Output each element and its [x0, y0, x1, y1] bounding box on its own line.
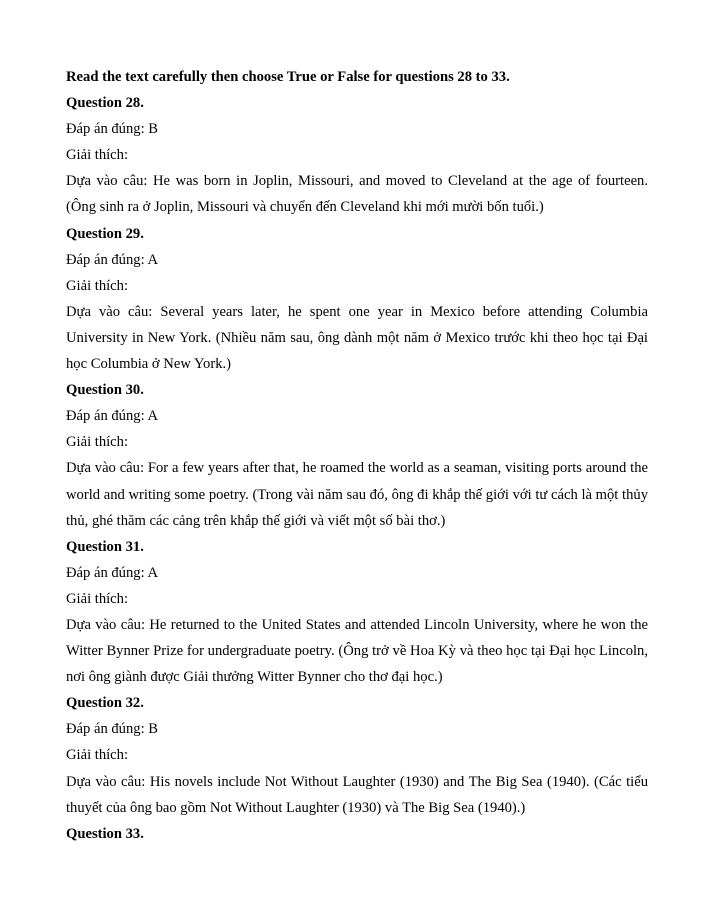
- question-32-title: Question 32.: [66, 695, 144, 712]
- question-29-title: Question 29.: [66, 225, 144, 242]
- question-29-explanation: Dựa vào câu: Several years later, he spent one year in Mexico before attending Columbia University in New York. (Nhiều năm sau, ông dành một năm ở Mexico trước khi theo học tại Đại học Columbia ở New York.): [66, 303, 648, 373]
- question-30-title: Question 30.: [66, 382, 144, 399]
- question-31-explanation: Dựa vào câu: He returned to the United States and attended Lincoln University, where he won the Witter Bynner Prize for undergraduate poetry. (Ông trở về Hoa Kỳ và theo học tại Đại học Lincoln, nơi ông giành được Giải thưởng Witter Bynner cho thơ đại học.): [66, 616, 648, 686]
- question-30-explain-label: Giải thích:: [66, 434, 129, 451]
- question-29-answer: Đáp án đúng: A: [66, 251, 159, 268]
- question-28-explanation: Dựa vào câu: He was born in Joplin, Missouri, and moved to Cleveland at the age of fourteen. (Ông sinh ra ở Joplin, Missouri và chuyển đến Cleveland khi mới mười bốn tuổi.): [66, 173, 648, 216]
- question-32-explanation: Dựa vào câu: His novels include Not Without Laughter (1930) and The Big Sea (1940). (Các tiểu thuyết của ông bao gồm Not Without Laughter (1930) và The Big Sea (1940).): [66, 773, 648, 816]
- question-33-title: Question 33.: [66, 825, 144, 842]
- question-32-answer: Đáp án đúng: B: [66, 721, 159, 738]
- question-31-answer: Đáp án đúng: A: [66, 564, 159, 581]
- question-28-title: Question 28.: [66, 95, 144, 112]
- question-29-explain-label: Giải thích:: [66, 277, 129, 294]
- question-30-explanation: Dựa vào câu: For a few years after that, he roamed the world as a seaman, visiting ports around the world and writing some poetry. (Trong vài năm sau đó, ông đi khắp thế giới với tư cách là một thủy thủ, ghé thăm các cảng trên khắp thế giới và viết một số bài thơ.): [66, 460, 648, 529]
- answer-key-content: [66, 64, 648, 847]
- question-31-title: Question 31.: [66, 538, 144, 555]
- question-32-explain-label: Giải thích:: [66, 747, 129, 764]
- instruction-text: Read the text carefully then choose True or False for questions 28 to 33.: [66, 69, 510, 85]
- question-30-answer: Đáp án đúng: A: [66, 408, 159, 425]
- question-28-answer: Đáp án đúng: B: [66, 121, 159, 138]
- question-31-explain-label: Giải thích:: [66, 590, 129, 607]
- question-28-explain-label: Giải thích:: [66, 147, 129, 164]
